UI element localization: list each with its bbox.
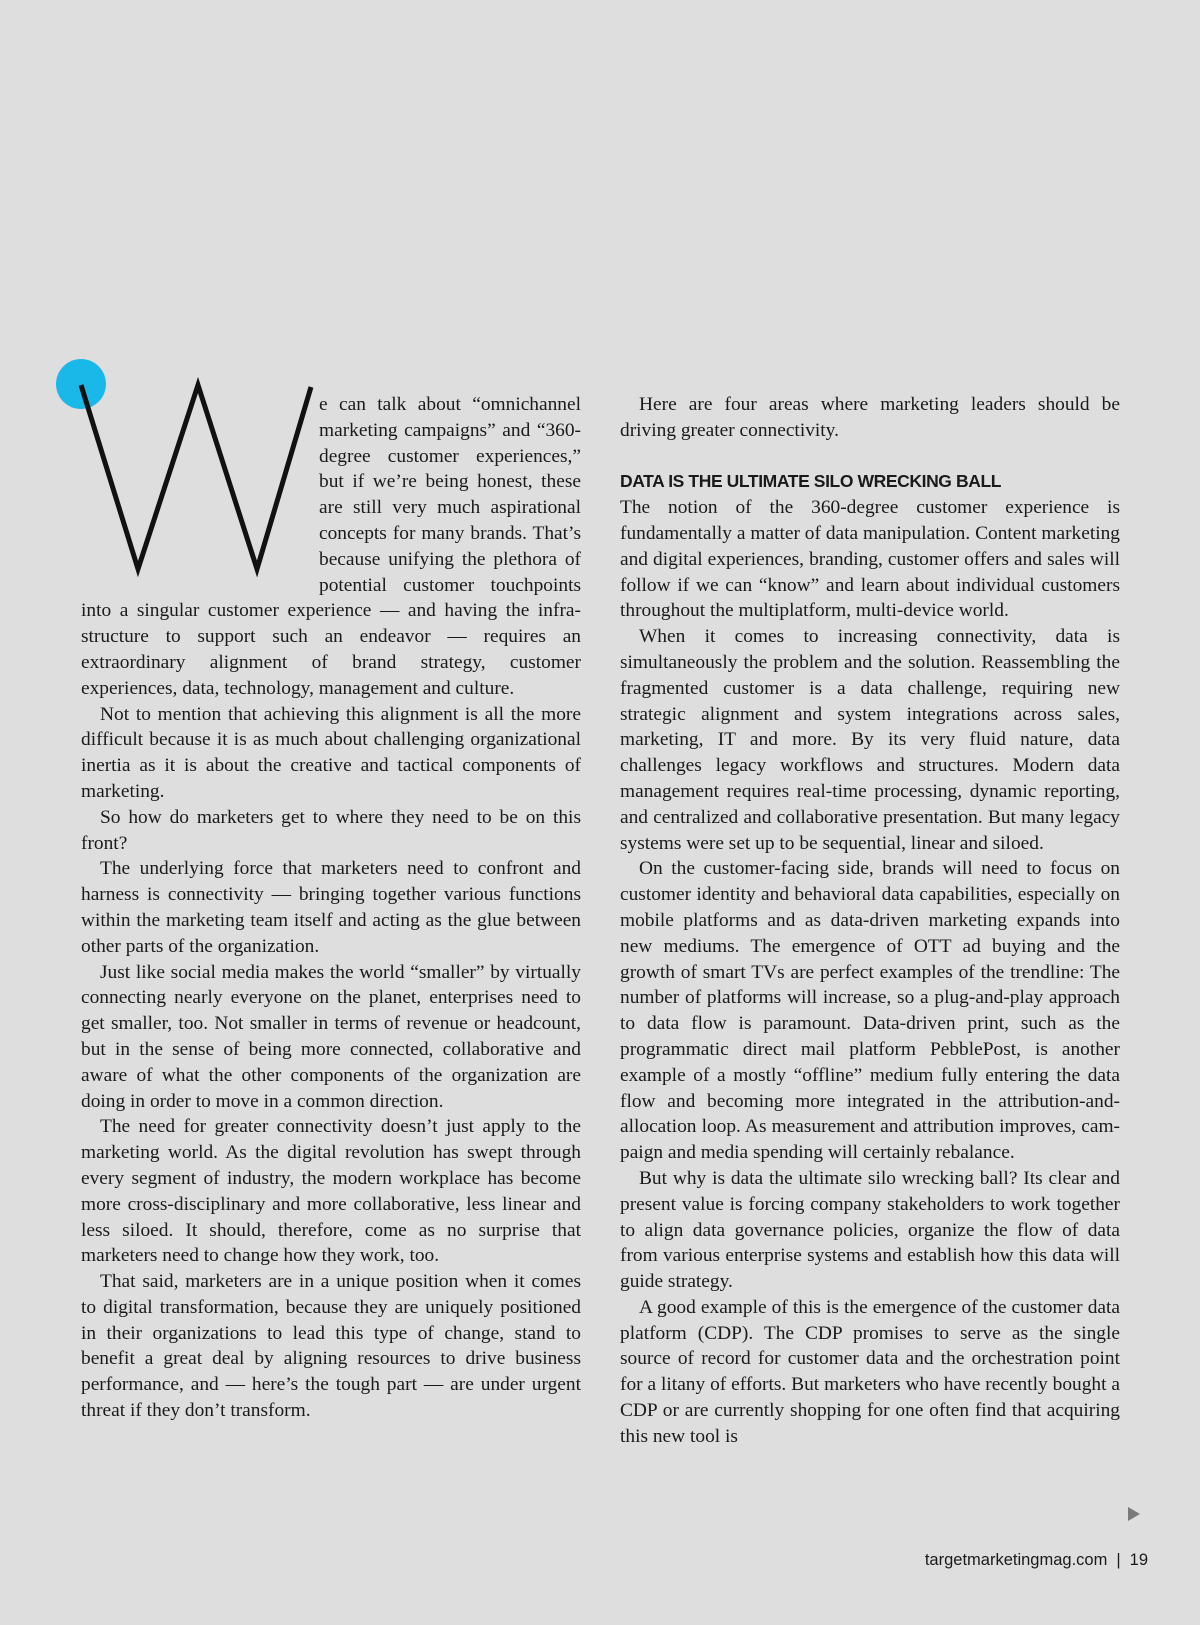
accent-dot-icon bbox=[56, 359, 106, 409]
intro-paragraph: Here are four areas where marketing leaders should be driving greater connectivity. bbox=[620, 394, 1120, 441]
drop-cap-glyph bbox=[81, 385, 311, 569]
page-number: 19 bbox=[1129, 1551, 1148, 1569]
paragraph: The underlying force that marketers need to confront and harness is connectivity — bringing together various functions within the marketing team itself and acting as the glue between other parts of the organization. bbox=[81, 858, 581, 957]
paragraph: When it comes to increasing connectivity, data is simultaneously the problem and the solution. Reassembling the fragmented customer is a data challenge, requiring new strategic alignment and system integrations across sales, marketing, IT and more. By its very fluid nature, data challenges legacy workflows and structures. Modern data management requires real-time processing, dynamic reporting, and centralized and collaborative presentation. But many legacy systems were set up to be sequential, linear and siloed. bbox=[620, 626, 1120, 854]
paragraph: The notion of the 360-degree customer experience is fundamentally a matter of data manipulation. Content marketing and digital experiences, branding, customer offers and sales will follow if we can “know” and learn about individual customers throughout the multiplatform, multi-device world. bbox=[620, 497, 1120, 622]
paragraph: On the customer-facing side, brands will need to focus on customer identity and behavioral data capabilities, especially on mobile platforms and as data-driven marketing expands into new mediums. The emergence of OTT ad buying and the growth of smart TVs are perfect examples of the trendline: The number of platforms will increase, so a plug-and-play approach to data flow is paramount. Data-driven print, such as the programmatic direct mail platform PebblePost, is another example of a mostly “offline” medium fully entering the data flow and becoming more integrated in the attribution-and-allocation loop. As measurement and attribution improves, campaign and media spending will certainly rebalance. bbox=[620, 858, 1120, 1164]
paragraph: That said, marketers are in a unique position when it comes to digital transformation, because they are uniquely positioned in their organizations to lead this type of change, stand to benefit a great deal by aligning resources to drive business performance, and — here’s the tough part — are under urgent threat if they don’t transform. bbox=[81, 1271, 581, 1422]
paragraph: So how do marketers get to where they need to be on this front? bbox=[81, 806, 581, 854]
section-heading: DATA IS THE ULTIMATE SILO WRECKING BALL bbox=[620, 471, 1002, 492]
paragraph: Just like social media makes the world “smaller” by virtually connecting nearly everyone on the planet, enterprises need to get smaller, too. Not smaller in terms of revenue or headcount, but in the sense of being more connected, collaborative and aware of what the other components of the organization are doing in order to move in a common direction. bbox=[81, 961, 581, 1112]
right-column bbox=[620, 392, 1120, 1450]
drop-cap-letter-w bbox=[79, 386, 319, 596]
page-footer bbox=[925, 1551, 1148, 1570]
paragraph: But why is data the ultimate silo wrecking ball? Its clear and present value is forcing company stakeholders to work together to align data governance policies, organize the flow of data from various enterprise systems and establish how this data will guide strategy. bbox=[620, 1167, 1120, 1293]
paragraph: Not to mention that achieving this alignment is all the more difficult because it is as much about challenging organizational inertia as it is about the creative and tactical components of marketing. bbox=[81, 703, 581, 802]
footer-separator: | bbox=[1116, 1551, 1121, 1569]
paragraph: A good example of this is the emergence of the customer data platform (CDP). The CDP promises to serve as the single source of record for customer data and the orchestration point for a litany of efforts. But marketers who have recently bought a CDP or are currently shopping for one often find that acquiring this new tool is bbox=[620, 1296, 1120, 1447]
paragraph: e can talk about “omnichannel marketing campaigns” and “360-degree customer experiences,” but if we’re being honest, these are still very much aspirational concepts for many brands. That’s because unifying the plethora of potential customer touchpoints into a singular customer experience — and having the infrastructure to support such an endeavor — requires an extraordinary alignment of brand strategy, customer experiences, data, technology, management and culture. bbox=[81, 394, 581, 699]
continue-triangle-icon bbox=[1128, 1507, 1140, 1521]
paragraph: The need for greater connectivity doesn’t just apply to the marketing world. As the digital revolution has swept through every segment of industry, the modern workplace has become more cross-disciplinary and more collaborative, less linear and less siloed. It should, therefore, come as no surprise that marketers need to change how they work, too. bbox=[81, 1116, 581, 1267]
left-column bbox=[81, 392, 581, 1424]
drop-cap bbox=[81, 392, 319, 594]
footer-site: targetmarketingmag.com bbox=[924, 1551, 1108, 1569]
